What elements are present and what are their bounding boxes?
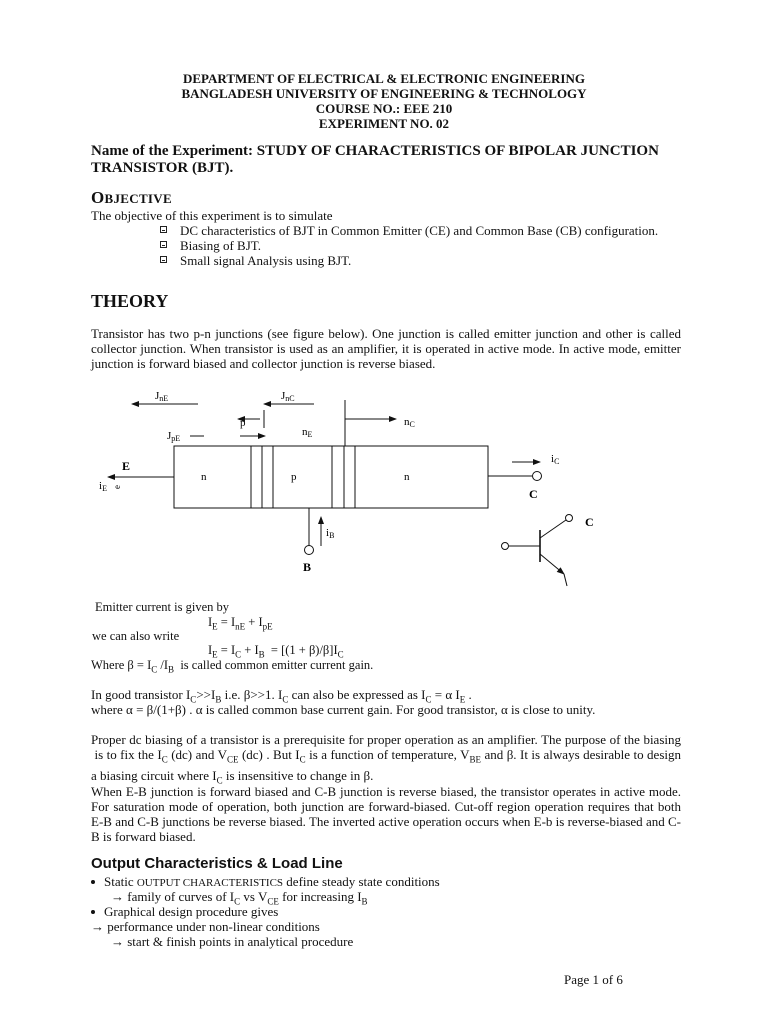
list-item: Static OUTPUT CHARACTERISTICS define steady state conditions xyxy=(91,874,681,889)
emitter-intro: Emitter current is given by xyxy=(95,600,229,614)
square-bullet-icon xyxy=(160,226,167,233)
transistor-body xyxy=(174,446,488,508)
objective-list xyxy=(158,223,682,268)
base-label: B xyxy=(303,560,312,574)
jpe-label: JpE xyxy=(167,430,181,443)
list-item: Biasing of BJT. xyxy=(158,238,682,253)
jne-label: JnE xyxy=(155,390,169,403)
theory-heading: THEORY xyxy=(91,291,169,311)
alpha-text: where α = β/(1+β) . α is called common base current gain. For good transistor, α is close to unity. xyxy=(91,702,596,717)
svg-text:e: e xyxy=(112,485,122,489)
symbol-collector-label: C xyxy=(585,515,594,529)
department-heading: DEPARTMENT OF ELECTRICAL & ELECTRONIC ENGINEERING xyxy=(182,71,585,86)
university-heading: BANGLADESH UNIVERSITY OF ENGINEERING & TECHNOLOGY xyxy=(181,86,587,101)
bjt-symbol-icon xyxy=(502,515,573,587)
jnc-label: JnC xyxy=(281,390,295,403)
square-bullet-icon xyxy=(160,241,167,248)
square-bullet-icon xyxy=(160,256,167,263)
p-label: p xyxy=(240,417,246,429)
base-terminal-icon xyxy=(305,546,314,555)
biasing-text: Proper dc biasing of a transistor is a prerequisite for proper operation as an amplifier. The purpose of the biasing is to fix the $I_C$ (dc) and $V_{CE}$ (dc) . But $I_C$ is a function of temperature, $V_{BE}$ and β. It is always desirable to design a biasing circuit where $I_C$ is insensitive to change in β. xyxy=(91,732,681,786)
equation-ie-ic: $I_E = I_C + I_B = [(1 + \beta)/\beta]I_C$ xyxy=(208,643,344,660)
beta-definition: Where $\beta = I_C$ $/I_B$ is called common emitter current gain. xyxy=(91,658,374,675)
page-number: Page 1 of 6 xyxy=(564,972,623,987)
ne-label: nE xyxy=(302,426,313,439)
ic-label: iC xyxy=(551,453,560,466)
collector-label: C xyxy=(529,487,538,501)
bullet-icon xyxy=(91,880,95,884)
experiment-title: Name of the Experiment: STUDY OF CHARACTERISTICS OF BIPOLAR JUNCTION TRANSISTOR (BJT). xyxy=(91,143,659,176)
objective-heading: OBJECTIVE xyxy=(91,188,172,207)
also-write: we can also write xyxy=(92,629,180,643)
collector-terminal-icon xyxy=(533,472,542,481)
equation-ie: $I_E = I_{nE} + I_{pE}$ xyxy=(208,615,273,632)
bjt-junction-diagram xyxy=(0,380,768,620)
experiment-number: EXPERIMENT NO. 02 xyxy=(318,116,450,131)
region-p: p xyxy=(291,471,297,483)
nc-label: nC xyxy=(404,416,415,429)
output-characteristics-list xyxy=(91,874,681,949)
ie-label: iE xyxy=(99,480,107,493)
theory-intro: Transistor has two p-n junctions (see figure below). One junction is called emitter junction and other is called collector junction. When transistor is used as an amplifier, it is operated in active mode. In active mode, emitter junction is forward biased and collector junction is reverse biased. xyxy=(91,326,681,371)
list-item: → performance under non-linear conditions xyxy=(91,919,320,934)
ib-label: iB xyxy=(326,527,335,540)
list-item: → start & finish points in analytical procedure xyxy=(111,934,354,949)
list-item: → family of curves of $I_C$ vs $V_{CE}$ for increasing $I_B$ xyxy=(111,889,368,907)
emitter-label: E xyxy=(122,459,131,473)
region-n1: n xyxy=(201,471,207,483)
good-transistor-text: In good transistor $I_C>>I_B$ i.e. β>>1. $I_C$ can also be expressed as $I_C = \alpha$ $I_E$ . xyxy=(91,687,472,705)
modes-text: When E-B junction is forward biased and C-B junction is reverse biased, the transistor operates in active mode. For saturation mode of operation, both junction are forward-biased. Cut-off region operation requires that both E-B and C-B junctions be reverse biased. The inverted active operation occurs when E-b is reverse-biased and C-B is forward biased. xyxy=(91,784,681,844)
list-item: Small signal Analysis using BJT. xyxy=(158,253,682,268)
course-heading: COURSE NO.: EEE 210 xyxy=(315,101,453,116)
list-item: DC characteristics of BJT in Common Emitter (CE) and Common Base (CB) configuration. xyxy=(158,223,682,238)
objective-intro: The objective of this experiment is to simulate xyxy=(91,208,333,223)
output-characteristics-heading: Output Characteristics & Load Line xyxy=(91,855,343,872)
list-item: Graphical design procedure gives xyxy=(91,904,681,919)
bullet-icon xyxy=(91,910,95,914)
region-n2: n xyxy=(404,471,410,483)
